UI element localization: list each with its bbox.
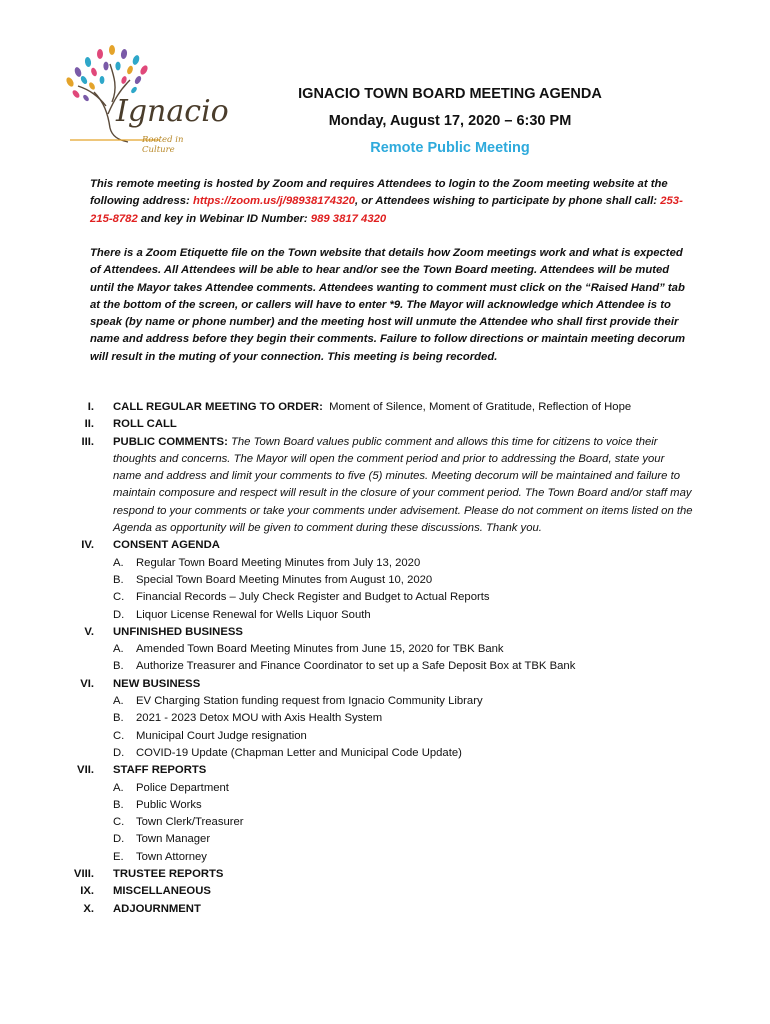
agenda-subitem (113, 849, 693, 866)
agenda-item-line (113, 676, 693, 693)
agenda-item-number: V. (84, 625, 94, 638)
agenda-title: IGNACIO TOWN BOARD MEETING AGENDA (298, 86, 602, 102)
agenda-subitem-letter: D. (113, 608, 125, 621)
agenda-item-line (113, 762, 693, 779)
agenda-item-title: MISCELLANEOUS (113, 885, 211, 898)
meeting-date: Monday, August 17, 2020 – 6:30 PM (328, 113, 572, 129)
agenda-subitem-letter: A. (113, 781, 124, 794)
agenda-item (0, 883, 693, 900)
agenda-item (0, 416, 693, 433)
agenda-item-line (113, 434, 693, 538)
agenda-item-number: VIII. (73, 868, 94, 881)
agenda-item-title: NEW BUSINESS (113, 677, 201, 690)
agenda-item-title: ADJOURNMENT (113, 902, 201, 915)
agenda-subitem (113, 780, 693, 797)
agenda-item-number: VII. (77, 764, 94, 777)
agenda-subitem (113, 728, 693, 745)
agenda-item (0, 399, 693, 416)
agenda-subitem-text: 2021 - 2023 Detox MOU with Axis Health System (136, 712, 383, 725)
agenda-subitem-text: Municipal Court Judge resignation (136, 729, 307, 742)
agenda-item-line (113, 624, 693, 641)
agenda-subitem-letter: D. (113, 833, 125, 846)
meeting-type: Remote Public Meeting (370, 140, 530, 156)
agenda-subitem (113, 555, 693, 572)
agenda-item-line (113, 399, 693, 416)
agenda-subitem-text: Town Manager (136, 833, 211, 846)
agenda-item-title: TRUSTEE REPORTS (113, 868, 224, 881)
agenda-subitem-text: Liquor License Renewal for Wells Liquor South (136, 608, 371, 621)
agenda-subitem-text: Town Clerk/Treasurer (136, 816, 244, 829)
agenda-subitem-text: Special Town Board Meeting Minutes from August 10, 2020 (136, 573, 433, 586)
agenda-item-title: PUBLIC COMMENTS: (113, 435, 228, 448)
agenda-subitem-text: Authorize Treasurer and Finance Coordinator to set up a Safe Deposit Box at TBK Bank (136, 660, 576, 673)
agenda-item (0, 762, 693, 866)
agenda-subitem-letter: B. (113, 798, 124, 811)
agenda-item-line (113, 901, 693, 918)
phone-number: 253-215-8782 (90, 195, 683, 225)
agenda-subitem-text: Financial Records – July Check Register and Budget to Actual Reports (136, 591, 490, 604)
agenda-subitem-letter: C. (113, 729, 125, 742)
agenda-subitem (113, 797, 693, 814)
agenda-item-description: The Town Board values public comment and allows this time for citizens to voice their thoughts and concerns. The Mayor will open the comment period and prior to addressing the Board, state your name and address and limit your comments to five (5) minutes. Meeting decorum will be maintained and failure to maintain composure and respect will result in the closure of your comment period. The Town Board and/or staff may respond to your comments or take your comments under advisement. Please do not comment on items listed on the Agenda as opportunity will be given to comment during these discussions. Thank you. (113, 435, 693, 535)
agenda-subitem (113, 641, 693, 658)
agenda-item-title: ROLL CALL (113, 418, 177, 431)
agenda-item-title: CALL REGULAR MEETING TO ORDER: (113, 401, 323, 413)
agenda-subitem (113, 658, 693, 675)
agenda-subitem (113, 693, 693, 710)
agenda-subitem-letter: A. (113, 556, 124, 569)
agenda-item-title: UNFINISHED BUSINESS (113, 625, 243, 638)
agenda-item (0, 901, 693, 918)
intro-text-c: and key in Webinar ID Number: (137, 212, 311, 225)
agenda-item-line (113, 537, 693, 554)
agenda-item-number: IX. (80, 885, 94, 898)
agenda-subitem-letter: E. (113, 850, 124, 863)
agenda-item-number: II. (84, 418, 94, 431)
agenda-subitem-letter: D. (113, 746, 125, 759)
intro-text-a: This remote meeting is hosted by Zoom and requires Attendees to login to the Zoom meeting website at the following address: (90, 178, 668, 208)
agenda-subitem (113, 745, 693, 762)
agenda-item-line (113, 866, 693, 883)
zoom-instructions (90, 176, 690, 228)
agenda-subitem-letter: B. (113, 573, 124, 586)
zoom-etiquette-paragraph: There is a Zoom Etiquette file on the Town website that details how Zoom meetings work and what is expected of Attendees. All Attendees will be able to hear and/or see the Town Board meeting. Attendees will be muted until the Mayor takes Attendee comments. Attendees wanting to comment must click on the “Raised Hand” tab at the bottom of the screen, or callers will have to enter *9. The Mayor will acknowledge which Attendee is to speak (by name or phone number) and the meeting host will unmute the Attendee who shall first provide their name and address before they begin their comments. Failure to follow directions or maintain meeting decorum will result in the muting of your connection. This meeting is being recorded. (90, 247, 686, 363)
agenda-item-number: I. (87, 401, 94, 413)
agenda-list (0, 399, 770, 918)
agenda-item (0, 434, 693, 538)
agenda-item-number: X. (83, 902, 94, 915)
agenda-item-title: STAFF REPORTS (113, 764, 207, 777)
logo-wordmark: Ignacio (116, 94, 229, 129)
webinar-id: 989 3817 4320 (310, 212, 387, 225)
ignacio-logo (48, 36, 229, 156)
agenda-subitem-text: COVID-19 Update (Chapman Letter and Municipal Code Update) (136, 746, 462, 759)
agenda-subitem-text: Amended Town Board Meeting Minutes from June 15, 2020 for TBK Bank (136, 643, 504, 656)
agenda-subitem (113, 710, 693, 727)
agenda-subitem-text: Regular Town Board Meeting Minutes from July 13, 2020 (136, 556, 421, 569)
agenda-subitem-letter: A. (113, 695, 124, 708)
agenda-item-number: VI. (80, 677, 94, 690)
agenda-item-text: Moment of Silence, Moment of Gratitude, Reflection of Hope (322, 401, 632, 413)
zoom-link[interactable]: https://zoom.us/j/98938174320 (192, 195, 355, 208)
agenda-subitem (113, 831, 693, 848)
agenda-subitem (113, 572, 693, 589)
agenda-subitem-letter: C. (113, 816, 125, 829)
agenda-item-line (113, 416, 693, 433)
agenda-item-title: CONSENT AGENDA (113, 539, 220, 552)
agenda-item (0, 866, 693, 883)
agenda-item-number: III. (81, 435, 94, 448)
agenda-subitem (113, 607, 693, 624)
agenda-item-number: IV. (81, 539, 94, 552)
agenda-item (0, 537, 693, 623)
agenda-subitem-text: Town Attorney (136, 850, 207, 863)
agenda-subitem-text: Police Department (136, 781, 229, 794)
agenda-subitem-text: EV Charging Station funding request from Ignacio Community Library (136, 695, 483, 708)
intro-text-b: , or Attendees wishing to participate by phone shall call: (354, 195, 661, 208)
agenda-subitem (113, 589, 693, 606)
agenda-item (0, 676, 693, 762)
agenda-subitem-text: Public Works (136, 798, 202, 811)
agenda-subitem-letter: C. (113, 591, 125, 604)
agenda-subitem-letter: B. (113, 712, 124, 725)
logo-tagline: Rooted in Culture (142, 135, 184, 155)
agenda-subitem-letter: B. (113, 660, 124, 673)
agenda-item (0, 624, 693, 676)
agenda-item-line (113, 883, 693, 900)
agenda-subitem (113, 814, 693, 831)
agenda-subitem-letter: A. (113, 643, 124, 656)
